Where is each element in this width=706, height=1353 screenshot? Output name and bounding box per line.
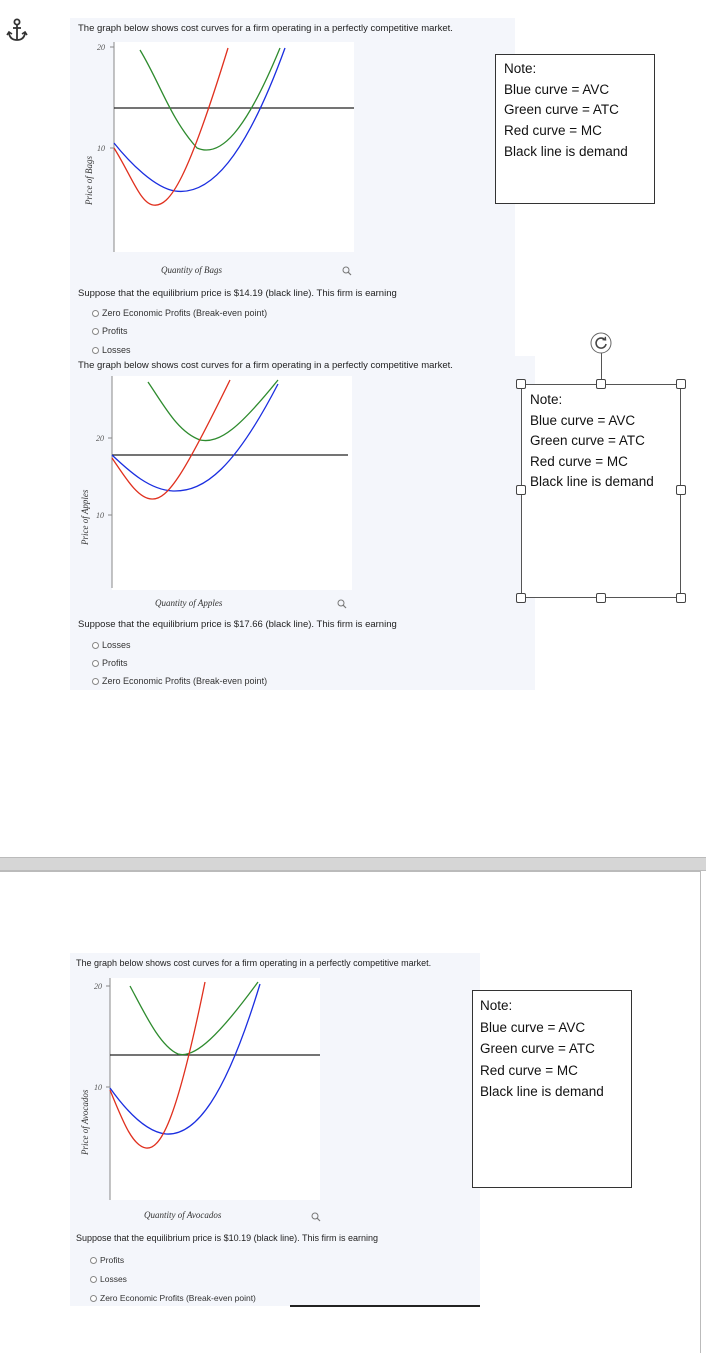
y-tick-label-10: 10 [97, 144, 105, 153]
option-losses[interactable]: Losses [92, 640, 131, 650]
x-axis-label: Quantity of Apples [155, 598, 223, 608]
resize-handle-left[interactable] [516, 485, 526, 495]
option-zero-profit[interactable]: Zero Economic Profits (Break-even point) [92, 676, 267, 686]
note-box-2[interactable] [524, 388, 674, 508]
resize-handle-bottom[interactable] [596, 593, 606, 603]
question-title: The graph below shows cost curves for a firm operating in a perfectly competitive market. [78, 23, 453, 34]
option-zero-profit[interactable]: Zero Economic Profits (Break-even point) [92, 308, 267, 318]
note-box-3 [472, 990, 632, 1188]
note-heading: Note: [480, 998, 513, 1013]
option-profits[interactable]: Profits [92, 658, 128, 668]
question-prompt: Suppose that the equilibrium price is $14.19 (black line). This firm is earning [78, 288, 397, 299]
resize-handle-bottom-left[interactable] [516, 593, 526, 603]
underline-divider [290, 1305, 480, 1307]
option-profits[interactable]: Profits [90, 1255, 124, 1265]
y-axis-label: Price of Bags [84, 156, 94, 205]
note-demand: Black line is demand [480, 1084, 604, 1099]
y-tick-label-20: 20 [97, 43, 105, 52]
note-box-1 [495, 54, 655, 204]
radio-button[interactable] [90, 1257, 97, 1264]
cost-curve-chart-3 [70, 974, 330, 1204]
radio-button[interactable] [90, 1295, 97, 1302]
option-profits[interactable]: Profits [92, 326, 128, 336]
anchor-icon [6, 18, 28, 44]
radio-button[interactable] [92, 310, 99, 317]
option-losses[interactable]: Losses [92, 345, 131, 355]
radio-button[interactable] [92, 678, 99, 685]
radio-button[interactable] [92, 660, 99, 667]
note-avc: Blue curve = AVC [530, 412, 636, 428]
x-axis-label: Quantity of Avocados [144, 1210, 222, 1220]
note-mc: Red curve = MC [504, 123, 602, 139]
radio-button[interactable] [92, 328, 99, 335]
note-avc: Blue curve = AVC [504, 81, 610, 97]
note-atc: Green curve = ATC [530, 433, 645, 448]
y-axis-label: Price of Avocados [80, 1089, 90, 1155]
magnifier-icon[interactable] [311, 1212, 321, 1222]
magnifier-icon[interactable] [342, 266, 352, 276]
resize-handle-top-right[interactable] [676, 379, 686, 389]
y-tick-label-20: 20 [96, 434, 104, 443]
radio-button[interactable] [92, 347, 99, 354]
radio-button[interactable] [90, 1276, 97, 1283]
y-tick-label-20: 20 [94, 982, 102, 991]
y-axis-label: Price of Apples [80, 489, 90, 545]
resize-handle-top-left[interactable] [516, 379, 526, 389]
note-avc: Blue curve = AVC [480, 1019, 586, 1035]
note-mc: Red curve = MC [480, 1062, 578, 1078]
cost-curve-chart-2 [70, 372, 360, 594]
question-prompt: Suppose that the equilibrium price is $10.19 (black line). This firm is earning [76, 1233, 378, 1243]
cost-curve-chart-1 [70, 38, 360, 264]
resize-handle-bottom-right[interactable] [676, 593, 686, 603]
question-prompt: Suppose that the equilibrium price is $17.66 (black line). This firm is earning [78, 619, 397, 630]
note-heading: Note: [530, 392, 563, 407]
question-title: The graph below shows cost curves for a firm operating in a perfectly competitive market. [78, 360, 453, 371]
x-axis-label: Quantity of Bags [161, 265, 222, 275]
note-demand: Black line is demand [504, 143, 628, 159]
radio-button[interactable] [92, 642, 99, 649]
note-heading: Note: [504, 61, 537, 76]
note-mc: Red curve = MC [530, 453, 628, 469]
y-tick-label-10: 10 [96, 511, 104, 520]
note-demand: Black line is demand [530, 474, 654, 489]
question-title: The graph below shows cost curves for a firm operating in a perfectly competitive market. [76, 958, 432, 968]
rotate-icon[interactable] [590, 332, 612, 354]
page-separator [0, 857, 706, 871]
rotate-stem [601, 352, 602, 379]
resize-handle-right[interactable] [676, 485, 686, 495]
y-tick-label-10: 10 [94, 1083, 102, 1092]
resize-handle-top[interactable] [596, 379, 606, 389]
magnifier-icon[interactable] [337, 599, 347, 609]
option-zero-profit[interactable]: Zero Economic Profits (Break-even point) [90, 1293, 256, 1303]
option-losses[interactable]: Losses [90, 1274, 127, 1284]
note-atc: Green curve = ATC [504, 102, 619, 118]
note-atc: Green curve = ATC [480, 1041, 595, 1056]
